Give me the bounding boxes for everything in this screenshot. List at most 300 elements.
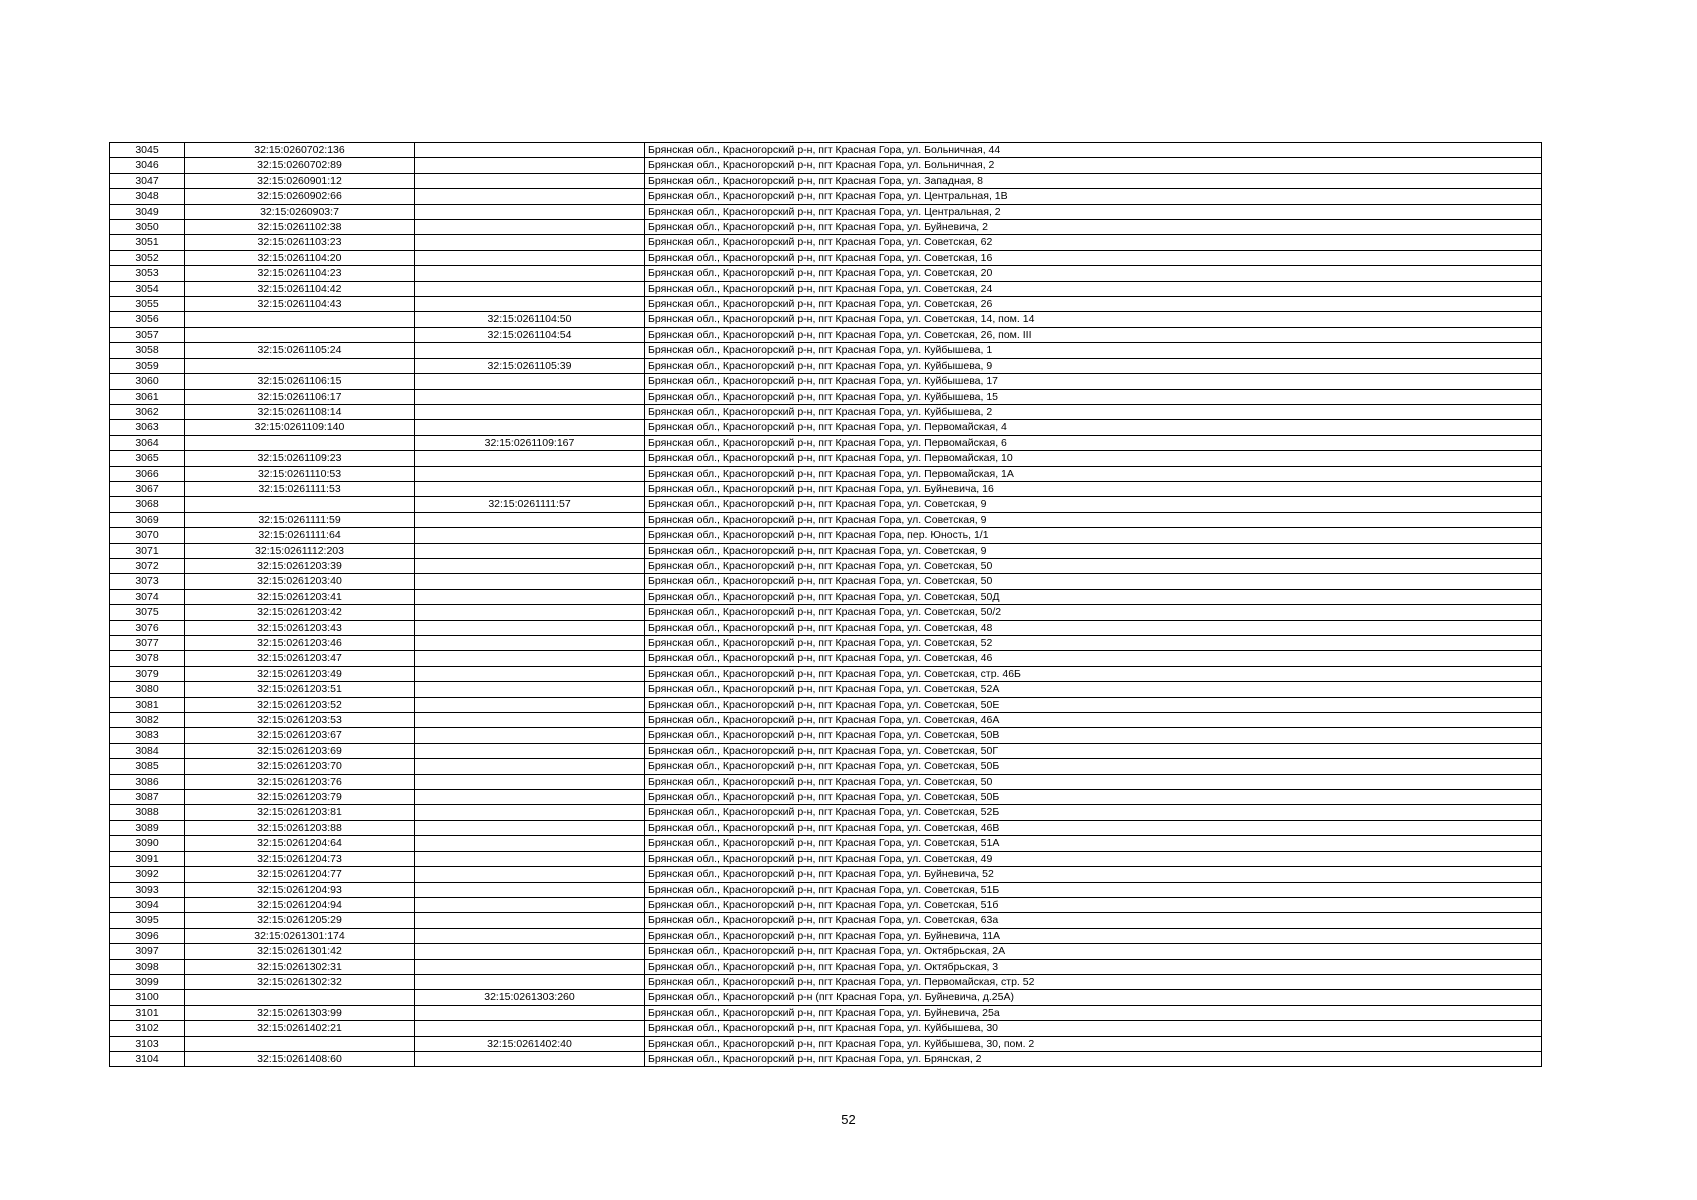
- premises-cadastral-number-cell: [415, 420, 645, 435]
- row-number: 3088: [110, 805, 185, 820]
- address-cell: Брянская обл., Красногорский р-н, пгт Красная Гора, ул. Советская, 48: [645, 620, 1542, 635]
- premises-cadastral-number-cell: [415, 250, 645, 265]
- table-row: [110, 620, 1542, 635]
- table-row: [110, 666, 1542, 681]
- cadastral-number-cell: 32:15:0261203:53: [185, 713, 415, 728]
- cadastral-number-cell: 32:15:0261111:53: [185, 481, 415, 496]
- address-cell: Брянская обл., Красногорский р-н, пгт Красная Гора, ул. Советская, 62: [645, 235, 1542, 250]
- address-cell: Брянская обл., Красногорский р-н, пгт Красная Гора, ул. Куйбышева, 15: [645, 389, 1542, 404]
- table-row: [110, 1021, 1542, 1036]
- address-cell: Брянская обл., Красногорский р-н, пгт Красная Гора, ул. Советская, 9: [645, 543, 1542, 558]
- page-number: 52: [841, 1112, 856, 1127]
- address-cell: Брянская обл., Красногорский р-н, пгт Красная Гора, ул. Первомайская, 6: [645, 435, 1542, 450]
- row-number: 3071: [110, 543, 185, 558]
- premises-cadastral-number-cell: [415, 389, 645, 404]
- premises-cadastral-number-cell: [415, 574, 645, 589]
- table-row: [110, 189, 1542, 204]
- premises-cadastral-number-cell: [415, 451, 645, 466]
- table-row: [110, 343, 1542, 358]
- row-number: 3098: [110, 959, 185, 974]
- cadastral-number-cell: 32:15:0261104:23: [185, 266, 415, 281]
- cadastral-number-cell: [185, 1036, 415, 1051]
- row-number: 3090: [110, 836, 185, 851]
- premises-cadastral-number-cell: [415, 589, 645, 604]
- address-cell: Брянская обл., Красногорский р-н, пгт Красная Гора, ул. Первомайская, стр. 52: [645, 974, 1542, 989]
- row-number: 3067: [110, 481, 185, 496]
- cadastral-number-cell: [185, 312, 415, 327]
- row-number: 3076: [110, 620, 185, 635]
- cadastral-number-cell: 32:15:0261203:43: [185, 620, 415, 635]
- row-number: 3102: [110, 1021, 185, 1036]
- premises-cadastral-number-cell: [415, 173, 645, 188]
- row-number: 3091: [110, 851, 185, 866]
- cadastral-number-cell: 32:15:0261408:60: [185, 1051, 415, 1066]
- cadastral-number-cell: 32:15:0261106:17: [185, 389, 415, 404]
- premises-cadastral-number-cell: 32:15:0261109:167: [415, 435, 645, 450]
- address-cell: Брянская обл., Красногорский р-н, пгт Красная Гора, ул. Советская, 50: [645, 574, 1542, 589]
- address-cell: Брянская обл., Красногорский р-н, пгт Красная Гора, ул. Советская, 51б: [645, 897, 1542, 912]
- table-row: [110, 389, 1542, 404]
- address-cell: Брянская обл., Красногорский р-н, пгт Красная Гора, ул. Октябрьская, 3: [645, 959, 1542, 974]
- row-number: 3092: [110, 867, 185, 882]
- cadastral-number-cell: 32:15:0261303:99: [185, 1005, 415, 1020]
- table-row: [110, 790, 1542, 805]
- row-number: 3082: [110, 713, 185, 728]
- table-row: [110, 481, 1542, 496]
- row-number: 3070: [110, 528, 185, 543]
- row-number: 3063: [110, 420, 185, 435]
- row-number: 3104: [110, 1051, 185, 1066]
- table-row: [110, 143, 1542, 158]
- address-cell: Брянская обл., Красногорский р-н, пгт Красная Гора, ул. Первомайская, 10: [645, 451, 1542, 466]
- table-row: [110, 404, 1542, 419]
- premises-cadastral-number-cell: [415, 220, 645, 235]
- premises-cadastral-number-cell: 32:15:0261111:57: [415, 497, 645, 512]
- table-row: [110, 759, 1542, 774]
- table-row: [110, 974, 1542, 989]
- cadastral-number-cell: 32:15:0261203:76: [185, 774, 415, 789]
- address-cell: Брянская обл., Красногорский р-н, пгт Красная Гора, ул. Буйневича, 11А: [645, 928, 1542, 943]
- row-number: 3062: [110, 404, 185, 419]
- address-cell: Брянская обл., Красногорский р-н, пгт Красная Гора, ул. Советская, 51Б: [645, 882, 1542, 897]
- premises-cadastral-number-cell: [415, 1005, 645, 1020]
- table-row: [110, 250, 1542, 265]
- row-number: 3078: [110, 651, 185, 666]
- row-number: 3099: [110, 974, 185, 989]
- cadastral-number-cell: 32:15:0261102:38: [185, 220, 415, 235]
- address-cell: Брянская обл., Красногорский р-н, пгт Красная Гора, ул. Центральная, 1В: [645, 189, 1542, 204]
- premises-cadastral-number-cell: [415, 805, 645, 820]
- cadastral-number-cell: 32:15:0261111:64: [185, 528, 415, 543]
- cadastral-number-cell: 32:15:0261104:20: [185, 250, 415, 265]
- premises-cadastral-number-cell: [415, 158, 645, 173]
- premises-cadastral-number-cell: [415, 189, 645, 204]
- address-cell: Брянская обл., Красногорский р-н (пгт Красная Гора, ул. Буйневича, д.25А): [645, 990, 1542, 1005]
- table-row: [110, 512, 1542, 527]
- row-number: 3073: [110, 574, 185, 589]
- cadastral-number-cell: 32:15:0261203:67: [185, 728, 415, 743]
- table-row: [110, 682, 1542, 697]
- row-number: 3058: [110, 343, 185, 358]
- cadastral-number-cell: 32:15:0261204:94: [185, 897, 415, 912]
- table-row: [110, 451, 1542, 466]
- row-number: 3054: [110, 281, 185, 296]
- table-row: [110, 743, 1542, 758]
- cadastral-number-cell: 32:15:0261203:79: [185, 790, 415, 805]
- table-row: [110, 589, 1542, 604]
- address-cell: Брянская обл., Красногорский р-н, пгт Красная Гора, ул. Советская, 49: [645, 851, 1542, 866]
- premises-cadastral-number-cell: [415, 697, 645, 712]
- address-cell: Брянская обл., Красногорский р-н, пгт Красная Гора, ул. Советская, 16: [645, 250, 1542, 265]
- table-row: [110, 959, 1542, 974]
- address-cell: Брянская обл., Красногорский р-н, пгт Красная Гора, ул. Куйбышева, 1: [645, 343, 1542, 358]
- row-number: 3097: [110, 944, 185, 959]
- premises-cadastral-number-cell: [415, 666, 645, 681]
- address-cell: Брянская обл., Красногорский р-н, пгт Красная Гора, ул. Буйневича, 25а: [645, 1005, 1542, 1020]
- table-row: [110, 220, 1542, 235]
- cadastral-number-cell: 32:15:0260902:66: [185, 189, 415, 204]
- address-cell: Брянская обл., Красногорский р-н, пгт Красная Гора, ул. Советская, 50/2: [645, 605, 1542, 620]
- row-number: 3074: [110, 589, 185, 604]
- address-cell: Брянская обл., Красногорский р-н, пгт Красная Гора, ул. Куйбышева, 30, пом. 2: [645, 1036, 1542, 1051]
- row-number: 3066: [110, 466, 185, 481]
- row-number: 3068: [110, 497, 185, 512]
- premises-cadastral-number-cell: 32:15:0261105:39: [415, 358, 645, 373]
- table-row: [110, 497, 1542, 512]
- premises-cadastral-number-cell: [415, 636, 645, 651]
- cadastral-number-cell: 32:15:0261111:59: [185, 512, 415, 527]
- row-number: 3057: [110, 327, 185, 342]
- cadastral-number-cell: 32:15:0260702:136: [185, 143, 415, 158]
- table-row: [110, 697, 1542, 712]
- row-number: 3059: [110, 358, 185, 373]
- premises-cadastral-number-cell: [415, 404, 645, 419]
- address-cell: Брянская обл., Красногорский р-н, пгт Красная Гора, ул. Советская, 9: [645, 512, 1542, 527]
- premises-cadastral-number-cell: [415, 774, 645, 789]
- premises-cadastral-number-cell: [415, 713, 645, 728]
- address-cell: Брянская обл., Красногорский р-н, пгт Красная Гора, ул. Советская, 50: [645, 558, 1542, 573]
- premises-cadastral-number-cell: [415, 281, 645, 296]
- row-number: 3081: [110, 697, 185, 712]
- table-row: [110, 543, 1542, 558]
- cadastral-number-cell: 32:15:0261302:31: [185, 959, 415, 974]
- cadastral-number-cell: 32:15:0261402:21: [185, 1021, 415, 1036]
- address-cell: Брянская обл., Красногорский р-н, пгт Красная Гора, ул. Советская, 24: [645, 281, 1542, 296]
- premises-cadastral-number-cell: [415, 682, 645, 697]
- row-number: 3083: [110, 728, 185, 743]
- table-row: [110, 913, 1542, 928]
- table-row: [110, 281, 1542, 296]
- cadastral-number-cell: 32:15:0261203:46: [185, 636, 415, 651]
- premises-cadastral-number-cell: [415, 867, 645, 882]
- cadastral-number-cell: 32:15:0261204:73: [185, 851, 415, 866]
- address-cell: Брянская обл., Красногорский р-н, пгт Красная Гора, ул. Западная, 8: [645, 173, 1542, 188]
- premises-cadastral-number-cell: [415, 605, 645, 620]
- row-number: 3103: [110, 1036, 185, 1051]
- property-registry-table: [109, 142, 1542, 1067]
- address-cell: Брянская обл., Красногорский р-н, пгт Красная Гора, ул. Куйбышева, 17: [645, 374, 1542, 389]
- premises-cadastral-number-cell: 32:15:0261104:54: [415, 327, 645, 342]
- address-cell: Брянская обл., Красногорский р-н, пгт Красная Гора, ул. Первомайская, 4: [645, 420, 1542, 435]
- table-row: [110, 235, 1542, 250]
- cadastral-number-cell: 32:15:0261203:40: [185, 574, 415, 589]
- address-cell: Брянская обл., Красногорский р-н, пгт Красная Гора, ул. Советская, 52: [645, 636, 1542, 651]
- row-number: 3089: [110, 820, 185, 835]
- premises-cadastral-number-cell: [415, 143, 645, 158]
- cadastral-number-cell: 32:15:0261205:29: [185, 913, 415, 928]
- cadastral-number-cell: 32:15:0261203:69: [185, 743, 415, 758]
- cadastral-number-cell: 32:15:0261203:41: [185, 589, 415, 604]
- row-number: 3085: [110, 759, 185, 774]
- table-row: [110, 851, 1542, 866]
- row-number: 3101: [110, 1005, 185, 1020]
- address-cell: Брянская обл., Красногорский р-н, пгт Красная Гора, ул. Советская, 51А: [645, 836, 1542, 851]
- table-row: [110, 882, 1542, 897]
- table-row: [110, 420, 1542, 435]
- address-cell: Брянская обл., Красногорский р-н, пгт Красная Гора, ул. Больничная, 2: [645, 158, 1542, 173]
- premises-cadastral-number-cell: [415, 1051, 645, 1066]
- address-cell: Брянская обл., Красногорский р-н, пгт Красная Гора, ул. Советская, 52Б: [645, 805, 1542, 820]
- address-cell: Брянская обл., Красногорский р-н, пгт Красная Гора, ул. Советская, стр. 46Б: [645, 666, 1542, 681]
- row-number: 3075: [110, 605, 185, 620]
- premises-cadastral-number-cell: [415, 897, 645, 912]
- premises-cadastral-number-cell: 32:15:0261104:50: [415, 312, 645, 327]
- cadastral-number-cell: 32:15:0261110:53: [185, 466, 415, 481]
- table-row: [110, 266, 1542, 281]
- cadastral-number-cell: 32:15:0261204:64: [185, 836, 415, 851]
- table-row: [110, 820, 1542, 835]
- row-number: 3060: [110, 374, 185, 389]
- table-row: [110, 173, 1542, 188]
- cadastral-number-cell: 32:15:0261106:15: [185, 374, 415, 389]
- address-cell: Брянская обл., Красногорский р-н, пгт Красная Гора, ул. Советская, 50В: [645, 728, 1542, 743]
- row-number: 3047: [110, 173, 185, 188]
- address-cell: Брянская обл., Красногорский р-н, пгт Красная Гора, ул. Буйневича, 2: [645, 220, 1542, 235]
- premises-cadastral-number-cell: [415, 959, 645, 974]
- row-number: 3072: [110, 558, 185, 573]
- premises-cadastral-number-cell: [415, 343, 645, 358]
- row-number: 3049: [110, 204, 185, 219]
- address-cell: Брянская обл., Красногорский р-н, пгт Красная Гора, ул. Советская, 50Е: [645, 697, 1542, 712]
- table-row: [110, 897, 1542, 912]
- premises-cadastral-number-cell: [415, 790, 645, 805]
- premises-cadastral-number-cell: [415, 759, 645, 774]
- cadastral-number-cell: 32:15:0261204:77: [185, 867, 415, 882]
- cadastral-number-cell: [185, 435, 415, 450]
- registry-body: [110, 143, 1542, 1067]
- table-row: [110, 574, 1542, 589]
- row-number: 3093: [110, 882, 185, 897]
- cadastral-number-cell: [185, 990, 415, 1005]
- cadastral-number-cell: 32:15:0261109:140: [185, 420, 415, 435]
- cadastral-number-cell: 32:15:0261302:32: [185, 974, 415, 989]
- table-row: [110, 558, 1542, 573]
- table-row: [110, 358, 1542, 373]
- table-row: [110, 374, 1542, 389]
- premises-cadastral-number-cell: [415, 836, 645, 851]
- cadastral-number-cell: 32:15:0261203:39: [185, 558, 415, 573]
- cadastral-number-cell: 32:15:0261104:43: [185, 297, 415, 312]
- premises-cadastral-number-cell: [415, 851, 645, 866]
- premises-cadastral-number-cell: [415, 528, 645, 543]
- row-number: 3053: [110, 266, 185, 281]
- table-row: [110, 312, 1542, 327]
- cadastral-number-cell: 32:15:0261204:93: [185, 882, 415, 897]
- premises-cadastral-number-cell: [415, 297, 645, 312]
- row-number: 3094: [110, 897, 185, 912]
- cadastral-number-cell: 32:15:0261203:51: [185, 682, 415, 697]
- row-number: 3080: [110, 682, 185, 697]
- cadastral-number-cell: 32:15:0261301:174: [185, 928, 415, 943]
- row-number: 3055: [110, 297, 185, 312]
- row-number: 3045: [110, 143, 185, 158]
- table-row: [110, 528, 1542, 543]
- table-row: [110, 867, 1542, 882]
- address-cell: Брянская обл., Красногорский р-н, пгт Красная Гора, ул. Советская, 26: [645, 297, 1542, 312]
- cadastral-number-cell: 32:15:0261203:70: [185, 759, 415, 774]
- cadastral-number-cell: 32:15:0261301:42: [185, 944, 415, 959]
- premises-cadastral-number-cell: 32:15:0261402:40: [415, 1036, 645, 1051]
- address-cell: Брянская обл., Красногорский р-н, пгт Красная Гора, ул. Советская, 50Д: [645, 589, 1542, 604]
- address-cell: Брянская обл., Красногорский р-н, пгт Красная Гора, ул. Советская, 63а: [645, 913, 1542, 928]
- address-cell: Брянская обл., Красногорский р-н, пгт Красная Гора, ул. Брянская, 2: [645, 1051, 1542, 1066]
- premises-cadastral-number-cell: [415, 204, 645, 219]
- row-number: 3056: [110, 312, 185, 327]
- row-number: 3079: [110, 666, 185, 681]
- cadastral-number-cell: 32:15:0261203:49: [185, 666, 415, 681]
- row-number: 3069: [110, 512, 185, 527]
- table-row: [110, 297, 1542, 312]
- premises-cadastral-number-cell: [415, 882, 645, 897]
- table-row: [110, 327, 1542, 342]
- table-row: [110, 1005, 1542, 1020]
- address-cell: Брянская обл., Красногорский р-н, пгт Красная Гора, ул. Буйневича, 16: [645, 481, 1542, 496]
- address-cell: Брянская обл., Красногорский р-н, пгт Красная Гора, ул. Советская, 26, пом. III: [645, 327, 1542, 342]
- cadastral-number-cell: 32:15:0261203:88: [185, 820, 415, 835]
- premises-cadastral-number-cell: [415, 481, 645, 496]
- table-row: [110, 944, 1542, 959]
- address-cell: Брянская обл., Красногорский р-н, пгт Красная Гора, ул. Первомайская, 1А: [645, 466, 1542, 481]
- premises-cadastral-number-cell: [415, 558, 645, 573]
- table-row: [110, 466, 1542, 481]
- premises-cadastral-number-cell: [415, 974, 645, 989]
- premises-cadastral-number-cell: [415, 374, 645, 389]
- address-cell: Брянская обл., Красногорский р-н, пгт Красная Гора, пер. Юность, 1/1: [645, 528, 1542, 543]
- cadastral-number-cell: 32:15:0261109:23: [185, 451, 415, 466]
- address-cell: Брянская обл., Красногорский р-н, пгт Красная Гора, ул. Советская, 50Б: [645, 790, 1542, 805]
- cadastral-number-cell: [185, 497, 415, 512]
- address-cell: Брянская обл., Красногорский р-н, пгт Красная Гора, ул. Советская, 46А: [645, 713, 1542, 728]
- premises-cadastral-number-cell: [415, 651, 645, 666]
- table-row: [110, 605, 1542, 620]
- address-cell: Брянская обл., Красногорский р-н, пгт Красная Гора, ул. Советская, 14, пом. 14: [645, 312, 1542, 327]
- row-number: 3051: [110, 235, 185, 250]
- premises-cadastral-number-cell: [415, 620, 645, 635]
- table-row: [110, 805, 1542, 820]
- row-number: 3096: [110, 928, 185, 943]
- table-row: [110, 713, 1542, 728]
- cadastral-number-cell: [185, 327, 415, 342]
- row-number: 3077: [110, 636, 185, 651]
- row-number: 3087: [110, 790, 185, 805]
- cadastral-number-cell: 32:15:0261203:52: [185, 697, 415, 712]
- row-number: 3048: [110, 189, 185, 204]
- cadastral-number-cell: [185, 358, 415, 373]
- row-number: 3061: [110, 389, 185, 404]
- premises-cadastral-number-cell: [415, 944, 645, 959]
- table-row: [110, 158, 1542, 173]
- table-row: [110, 435, 1542, 450]
- table-row: [110, 928, 1542, 943]
- cadastral-number-cell: 32:15:0261104:42: [185, 281, 415, 296]
- premises-cadastral-number-cell: 32:15:0261303:260: [415, 990, 645, 1005]
- address-cell: Брянская обл., Красногорский р-н, пгт Красная Гора, ул. Октябрьская, 2А: [645, 944, 1542, 959]
- row-number: 3095: [110, 913, 185, 928]
- address-cell: Брянская обл., Красногорский р-н, пгт Красная Гора, ул. Буйневича, 52: [645, 867, 1542, 882]
- table-row: [110, 1036, 1542, 1051]
- row-number: 3052: [110, 250, 185, 265]
- row-number: 3086: [110, 774, 185, 789]
- premises-cadastral-number-cell: [415, 266, 645, 281]
- premises-cadastral-number-cell: [415, 928, 645, 943]
- cadastral-number-cell: 32:15:0261203:42: [185, 605, 415, 620]
- address-cell: Брянская обл., Красногорский р-н, пгт Красная Гора, ул. Советская, 46В: [645, 820, 1542, 835]
- cadastral-number-cell: 32:15:0260702:89: [185, 158, 415, 173]
- address-cell: Брянская обл., Красногорский р-н, пгт Красная Гора, ул. Советская, 46: [645, 651, 1542, 666]
- address-cell: Брянская обл., Красногорский р-н, пгт Красная Гора, ул. Советская, 50Б: [645, 759, 1542, 774]
- premises-cadastral-number-cell: [415, 728, 645, 743]
- table-row: [110, 204, 1542, 219]
- address-cell: Брянская обл., Красногорский р-н, пгт Красная Гора, ул. Куйбышева, 2: [645, 404, 1542, 419]
- table-row: [110, 1051, 1542, 1066]
- table-row: [110, 636, 1542, 651]
- cadastral-number-cell: 32:15:0261112:203: [185, 543, 415, 558]
- address-cell: Брянская обл., Красногорский р-н, пгт Красная Гора, ул. Советская, 20: [645, 266, 1542, 281]
- address-cell: Брянская обл., Красногорский р-н, пгт Красная Гора, ул. Больничная, 44: [645, 143, 1542, 158]
- address-cell: Брянская обл., Красногорский р-н, пгт Красная Гора, ул. Советская, 52А: [645, 682, 1542, 697]
- cadastral-number-cell: 32:15:0260901:12: [185, 173, 415, 188]
- address-cell: Брянская обл., Красногорский р-н, пгт Красная Гора, ул. Центральная, 2: [645, 204, 1542, 219]
- cadastral-number-cell: 32:15:0260903:7: [185, 204, 415, 219]
- row-number: 3064: [110, 435, 185, 450]
- premises-cadastral-number-cell: [415, 543, 645, 558]
- premises-cadastral-number-cell: [415, 1021, 645, 1036]
- address-cell: Брянская обл., Красногорский р-н, пгт Красная Гора, ул. Куйбышева, 30: [645, 1021, 1542, 1036]
- address-cell: Брянская обл., Красногорский р-н, пгт Красная Гора, ул. Советская, 9: [645, 497, 1542, 512]
- table-row: [110, 774, 1542, 789]
- cadastral-number-cell: 32:15:0261105:24: [185, 343, 415, 358]
- address-cell: Брянская обл., Красногорский р-н, пгт Красная Гора, ул. Советская, 50: [645, 774, 1542, 789]
- address-cell: Брянская обл., Красногорский р-н, пгт Красная Гора, ул. Куйбышева, 9: [645, 358, 1542, 373]
- premises-cadastral-number-cell: [415, 913, 645, 928]
- table-row: [110, 651, 1542, 666]
- row-number: 3065: [110, 451, 185, 466]
- premises-cadastral-number-cell: [415, 466, 645, 481]
- premises-cadastral-number-cell: [415, 235, 645, 250]
- cadastral-number-cell: 32:15:0261108:14: [185, 404, 415, 419]
- table-row: [110, 836, 1542, 851]
- cadastral-number-cell: 32:15:0261103:23: [185, 235, 415, 250]
- table-row: [110, 990, 1542, 1005]
- premises-cadastral-number-cell: [415, 820, 645, 835]
- premises-cadastral-number-cell: [415, 743, 645, 758]
- row-number: 3046: [110, 158, 185, 173]
- row-number: 3100: [110, 990, 185, 1005]
- premises-cadastral-number-cell: [415, 512, 645, 527]
- cadastral-number-cell: 32:15:0261203:81: [185, 805, 415, 820]
- row-number: 3084: [110, 743, 185, 758]
- address-cell: Брянская обл., Красногорский р-н, пгт Красная Гора, ул. Советская, 50Г: [645, 743, 1542, 758]
